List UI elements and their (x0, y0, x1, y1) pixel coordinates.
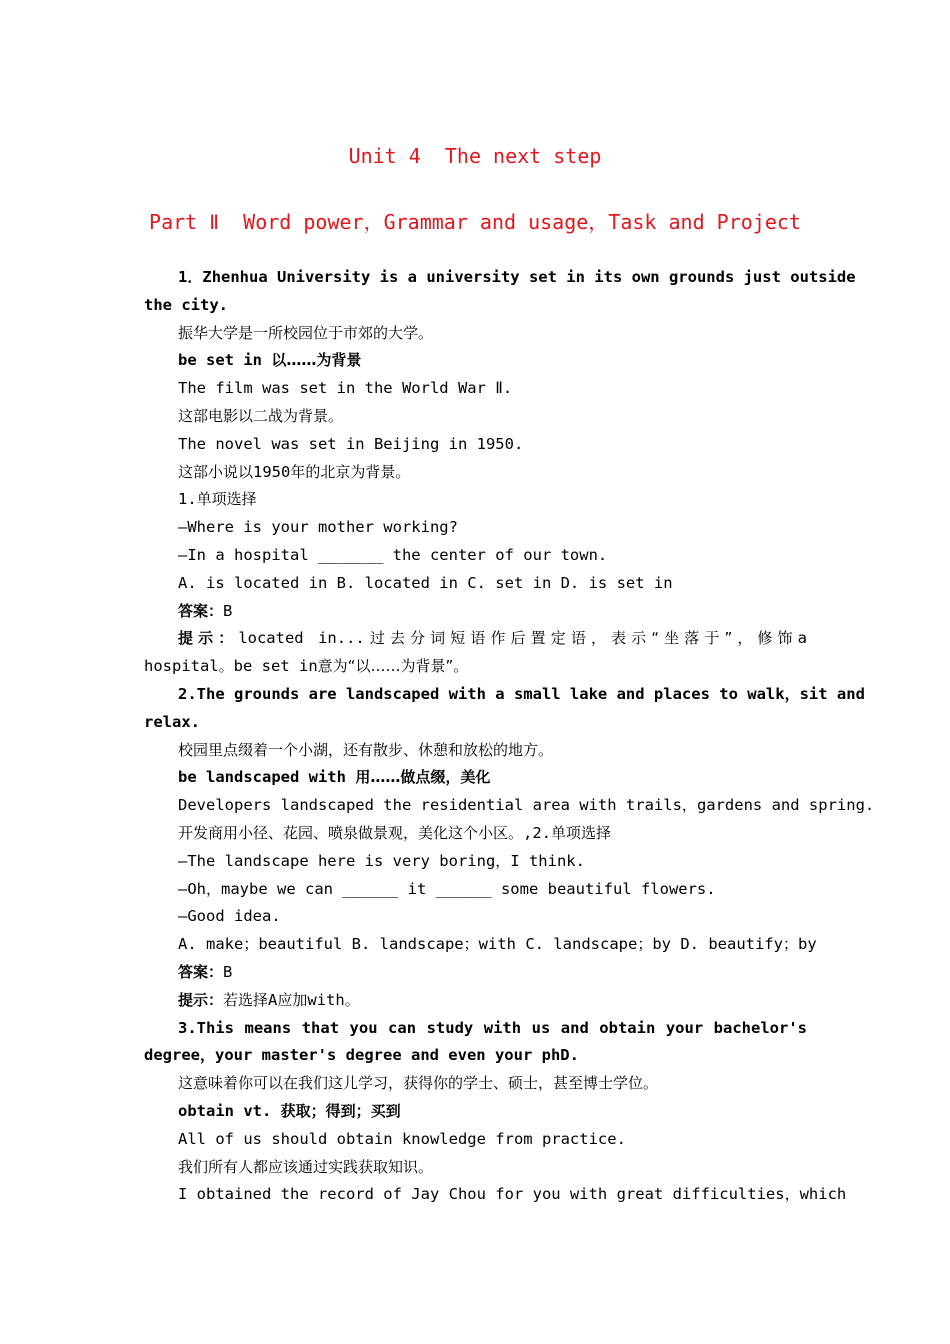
line-text: 我们所有人都应该通过实践获取知识。 (178, 1157, 434, 1176)
line-text: —Oh，maybe we can ______ it ______ some beautiful flowers. (178, 879, 716, 898)
line-text: 2.The grounds are landscaped with a small lake and places to walk，sit and (178, 684, 865, 703)
text-line (144, 1015, 807, 1043)
line-text: hospital。be set in意为“以……为背景”。 (144, 657, 469, 676)
line-text: 校园里点缀着一个小湖，还有散步、休憩和放松的地方。 (178, 740, 554, 759)
line-text: I obtained the record of Jay Chou for you with great difficulties，which (178, 1185, 847, 1204)
text-line (144, 820, 807, 848)
line-text: 若选择A应加with。 (223, 990, 360, 1009)
text-line (144, 320, 807, 348)
text-line (144, 737, 807, 765)
line-text: 这意味着你可以在我们这儿学习，获得你的学士、硕士，甚至博士学位。 (178, 1074, 659, 1093)
answer-label: 提示： (178, 990, 224, 1009)
text-line (144, 931, 817, 959)
line-text: relax. (144, 712, 200, 731)
text-line (144, 625, 807, 653)
line-text: B (223, 962, 233, 981)
line-text: B (223, 601, 233, 620)
text-line (144, 375, 807, 403)
line-text: degree，your master's degree and even your phD. (144, 1046, 579, 1065)
text-line (144, 1181, 847, 1209)
text-line (144, 459, 807, 487)
line-text: the city. (144, 295, 228, 314)
line-text: 振华大学是一所校园位于市郊的大学。 (178, 323, 434, 342)
text-line (144, 1154, 807, 1182)
text-line (144, 653, 807, 681)
text-line (144, 486, 807, 514)
text-line (144, 347, 807, 375)
text-line (144, 542, 807, 570)
line-text: 这部电影以二战为背景。 (178, 406, 344, 425)
text-line (144, 876, 807, 904)
text-line (144, 1042, 807, 1070)
document-body (144, 264, 875, 1209)
line-text: 1．Zhenhua University is a university set in its own grounds just outside (178, 268, 856, 286)
line-text: located in...过去分词短语作后置定语，表示“坐落于”，修饰a (238, 629, 807, 648)
text-line (144, 987, 807, 1015)
unit-title: Unit 4 The next step (348, 144, 602, 168)
part-title: Part Ⅱ Word power，Grammar and usage，Task and Project (149, 210, 801, 234)
text-line (144, 1098, 807, 1126)
line-text: All of us should obtain knowledge from practice. (178, 1129, 626, 1148)
answer-label: 提示： (178, 629, 239, 648)
text-line (144, 764, 807, 792)
text-line (144, 903, 807, 931)
line-text: —Good idea. (178, 907, 281, 926)
answer-label: 答案： (178, 962, 224, 981)
line-text: 1.单项选择 (178, 490, 257, 509)
text-line (144, 431, 807, 459)
line-text: obtain vt. 获取；得到；买到 (178, 1101, 401, 1120)
line-text: be landscaped with 用……做点缀，美化 (178, 768, 491, 787)
text-line (144, 598, 807, 626)
text-line (144, 959, 807, 987)
line-text: 这部小说以1950年的北京为背景。 (178, 462, 411, 481)
text-line (144, 570, 807, 598)
line-text: —Where is your mother working? (178, 518, 458, 537)
text-line (144, 264, 856, 292)
line-text: be set in 以……为背景 (178, 351, 362, 370)
text-line (144, 1126, 807, 1154)
text-line (144, 681, 865, 709)
line-text: —The landscape here is very boring，I think. (178, 851, 585, 870)
line-text: Developers landscaped the residential area with trails，gardens and spring. (178, 796, 875, 815)
line-text: A. is located in B. located in C. set in D. is set in (178, 573, 673, 592)
line-text: 开发商用小径、花园、喷泉做景观，美化这个小区。,2.单项选择 (178, 823, 612, 842)
line-text: 3.This means that you can study with us and obtain your bachelor's (178, 1018, 807, 1037)
line-text: The novel was set in Beijing in 1950. (178, 434, 524, 453)
line-text: A. make；beautiful B. landscape；with C. landscape；by D. beautify；by (178, 935, 817, 954)
line-text: The film was set in the World War Ⅱ. (178, 379, 513, 398)
text-line (144, 403, 807, 431)
text-line (144, 792, 875, 820)
line-text: —In a hospital _______ the center of our town. (178, 545, 608, 564)
text-line (144, 848, 807, 876)
text-line (144, 292, 807, 320)
text-line (144, 514, 807, 542)
answer-label: 答案： (178, 601, 224, 620)
text-line (144, 1070, 807, 1098)
text-line (144, 709, 807, 737)
